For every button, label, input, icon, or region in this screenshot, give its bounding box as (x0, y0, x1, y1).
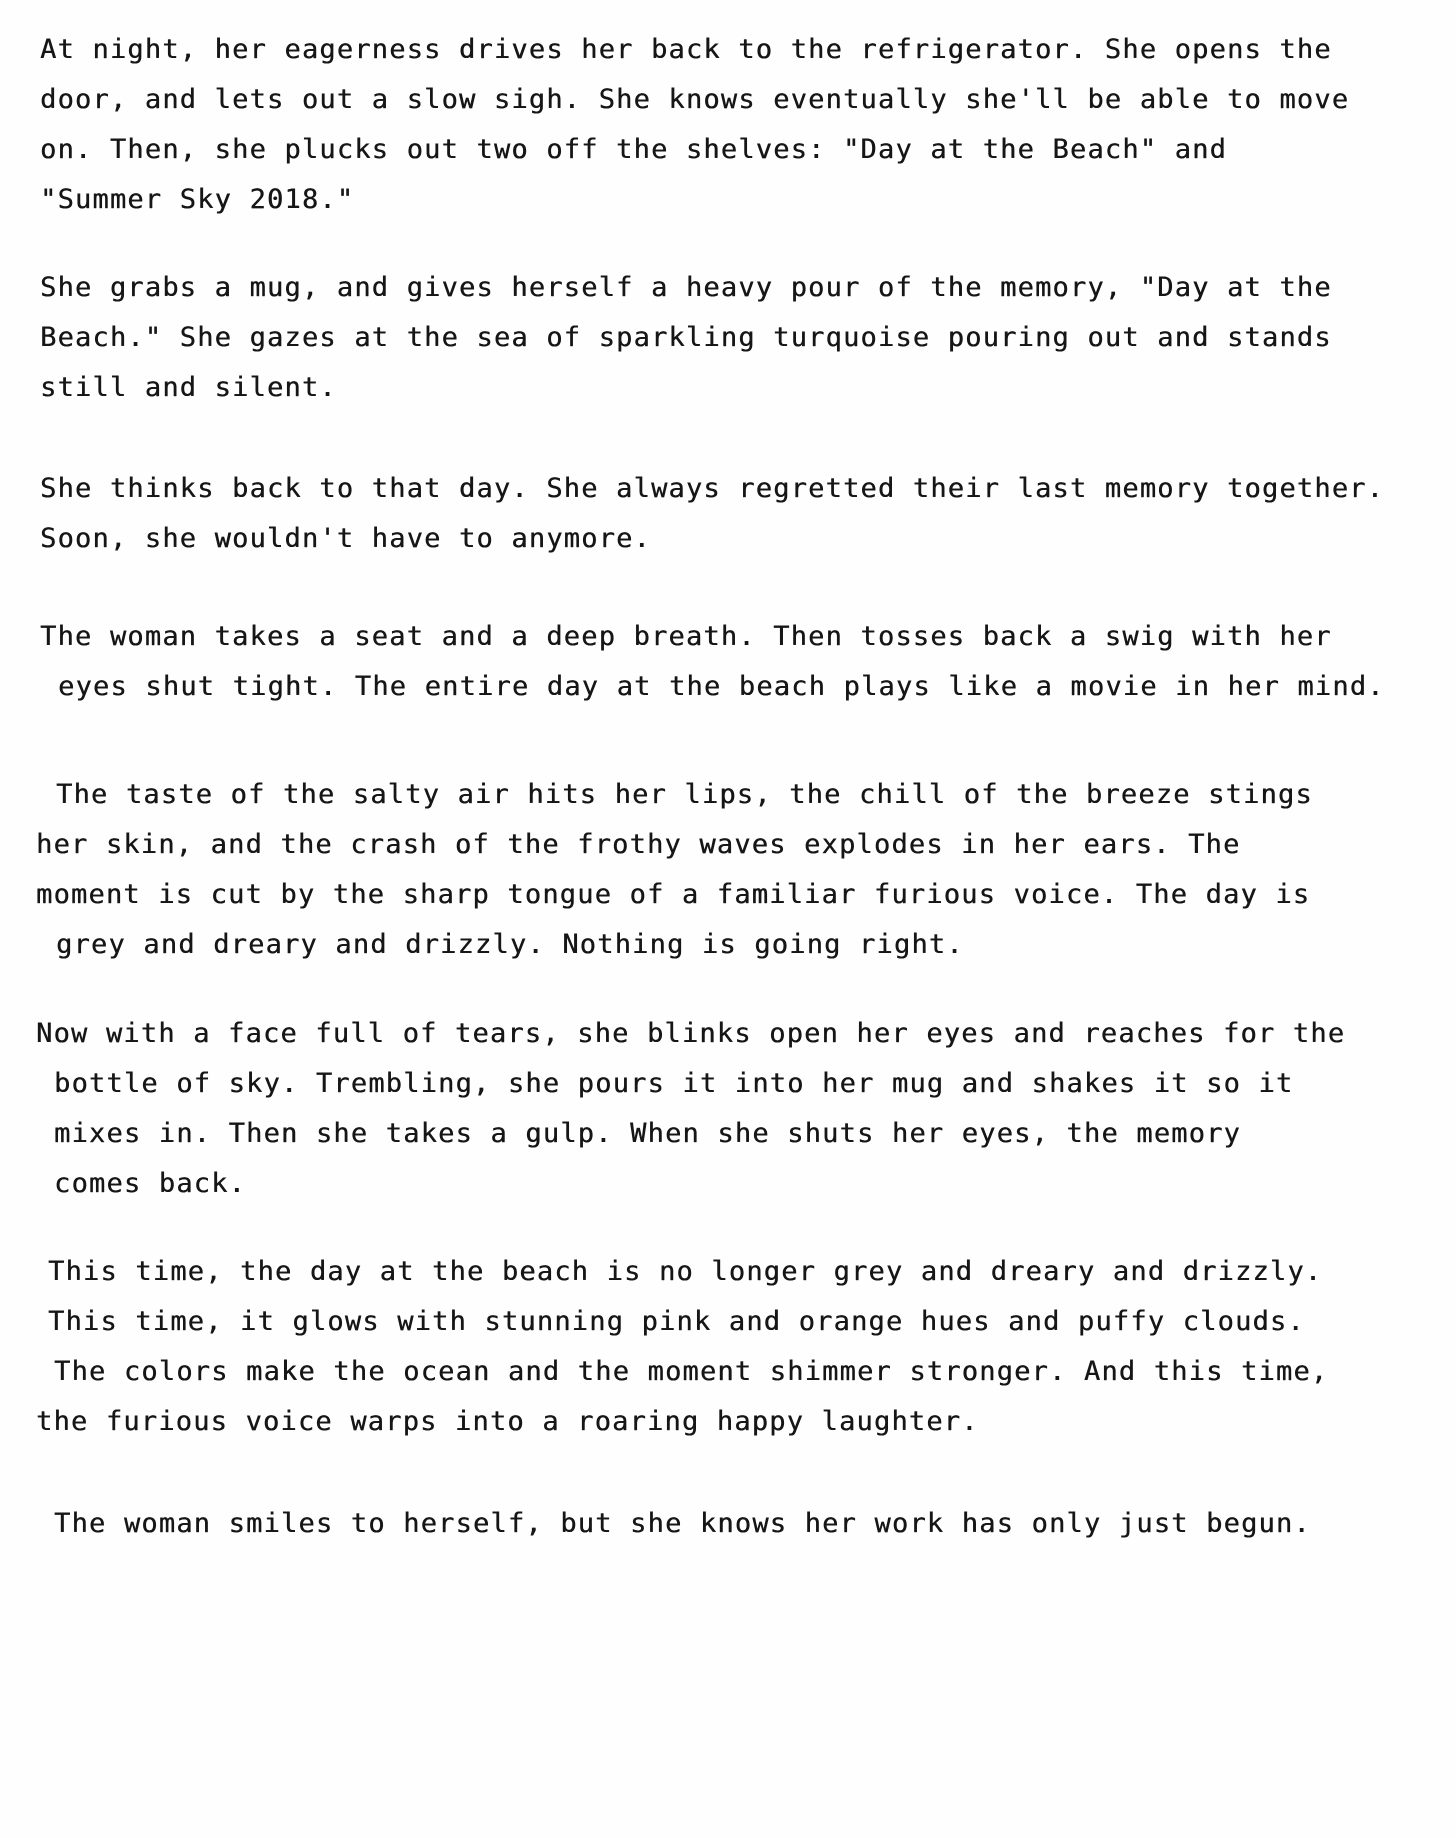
text-line: eyes shut tight. The entire day at the beach plays like a movie in her mind. (58, 671, 1385, 702)
text-line: She thinks back to that day. She always regretted their last memory together. (40, 473, 1385, 504)
text-line: "Summer Sky 2018." (40, 184, 355, 215)
text-line: door, and lets out a slow sigh. She knows eventually she'll be able to move (40, 84, 1350, 115)
text-line: still and silent. (40, 372, 337, 403)
text-line: mixes in. Then she takes a gulp. When she shuts her eyes, the memory (54, 1118, 1241, 1149)
text-line: Beach." She gazes at the sea of sparkling turquoise pouring out and stands (40, 322, 1332, 353)
text-line: grey and dreary and drizzly. Nothing is going right. (56, 929, 964, 960)
text-line: the furious voice warps into a roaring happy laughter. (36, 1406, 979, 1437)
text-line: Now with a face full of tears, she blinks open her eyes and reaches for the (36, 1018, 1346, 1049)
text-line: her skin, and the crash of the frothy waves explodes in her ears. The (36, 829, 1241, 860)
text-line: This time, the day at the beach is no longer grey and dreary and drizzly. (48, 1256, 1323, 1287)
text-line: bottle of sky. Trembling, she pours it into her mug and shakes it so it (54, 1068, 1294, 1099)
text-line: The woman takes a seat and a deep breath. Then tosses back a swig with her (40, 621, 1332, 652)
text-line: This time, it glows with stunning pink and orange hues and puffy clouds. (48, 1306, 1305, 1337)
text-line: The colors make the ocean and the moment shimmer stronger. And this time, (54, 1356, 1329, 1387)
text-line: Soon, she wouldn't have to anymore. (40, 523, 651, 554)
text-line: on. Then, she plucks out two off the shelves: "Day at the Beach" and (40, 134, 1227, 165)
text-line: She grabs a mug, and gives herself a heavy pour of the memory, "Day at the (40, 272, 1332, 303)
text-line: moment is cut by the sharp tongue of a familiar furious voice. The day is (36, 879, 1311, 910)
text-line: At night, her eagerness drives her back to the refrigerator. She opens the (40, 34, 1332, 65)
text-line: The taste of the salty air hits her lips, the chill of the breeze stings (56, 779, 1313, 810)
text-line: The woman smiles to herself, but she knows her work has only just begun. (54, 1508, 1311, 1539)
text-line: comes back. (54, 1168, 247, 1199)
